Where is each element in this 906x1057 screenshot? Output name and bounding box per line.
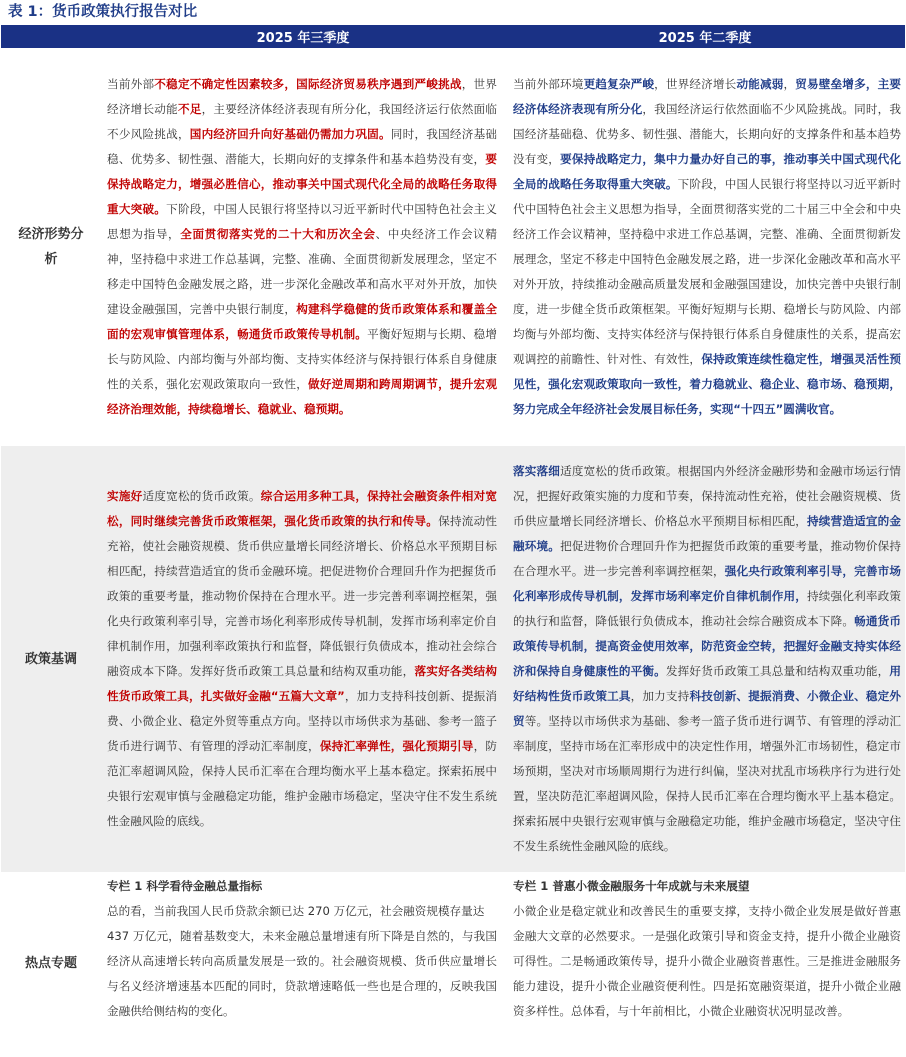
comparison-table	[1, 25, 905, 1055]
highlight-segment: 国内经济回升向好基础仍需加力巩固。	[189, 127, 391, 141]
text-segment: ，加力支持科技创新、提振消费、小微企业、稳定外贸等重点方向。坚持以市场供求为基础、参考一篮子货币进行调节、有管理的浮动汇率制度，	[107, 689, 497, 753]
highlight-segment: 强化央行政策利率引导，完善市场化利率形成传导机制，发挥市场利率定价自律机制作用，	[513, 564, 901, 603]
text-segment: 下阶段，中国人民银行将坚持以习近平新时代中国特色社会主义思想为指导，	[107, 202, 497, 241]
text-segment: ，我国经济运行依然面临不少风险挑战。同时，我国经济基础稳、优势多、韧性强、潜能大，长期向好的支撑条件和基本趋势没有变，	[513, 102, 901, 166]
table-row-economy	[1, 48, 905, 446]
text-segment: 当前外部	[107, 77, 155, 91]
text-segment: 发挥好货币政策工具总量和结构双重功能，	[665, 664, 890, 678]
highlight-segment: 做好逆周期和跨周期调节，提升宏观经济治理效能，持续稳增长、稳就业、稳预期。	[107, 377, 497, 416]
highlight-segment: 科技创新、提振消费、小微企业、稳定外贸	[513, 689, 901, 728]
text-segment: 当前外部环境	[513, 77, 584, 91]
text-segment: ，	[783, 77, 796, 91]
text-segment: 、中央经济工作会议精神，坚持稳中求进工作总基调，完整、准确、全面贯彻新发展理念，坚定不移走中国特色金融发展之路，进一步深化金融改革和高水平对外开放，加快建设金融强国，完善中央银行制度，	[107, 227, 497, 316]
highlight-segment: 落实落细	[513, 464, 561, 478]
highlight-segment: 贸易壁垒增多，主要经济体经济表现有所分化	[513, 77, 901, 116]
text-segment: 保持流动性充裕，使社会融资规模、货币供应量增长同经济增长、价格总水平预期目标相匹配，持续营造适宜的货币金融环境。把促进物价合理回升作为把握货币政策的重要考量，推动物价保持在合理水平。进一步完善利率调控框架，强化央行政策利率引导，完善市场化利率形成传导机制，发挥市场利率定价自律机制作用，加强利率政策执行和监督，降低银行负债成本，推动社会综合融资成本下降。发挥好货币政策工具总量和结构双重功能，	[107, 514, 497, 678]
highlight-segment: 保持政策连续性稳定性，增强灵活性预见性，强化宏观政策取向一致性，着力稳就业、稳企业、稳市场、稳预期，努力完成全年经济社会发展目标任务，实现“十四五”圆满收官。	[513, 352, 901, 416]
text-segment: ，防范汇率超调风险，保持人民币汇率在合理均衡水平上基本稳定。探索拓展中央银行宏观审慎与金融稳定功能，维护金融市场稳定，坚决守住不发生系统性金融风险的底线。	[107, 739, 497, 828]
row-label	[1, 872, 101, 1055]
text-segment: 适度宽松的货币政策。	[142, 489, 261, 503]
highlight-segment: 畅通货币政策传导机制，提高资金使用效率，防范资金空转，把握好金融支持实体经济和保持自身健康性的平衡。	[513, 614, 901, 678]
highlight-segment: 动能减弱	[736, 77, 784, 91]
highlight-segment: 保持汇率弹性，强化预期引导	[319, 739, 474, 753]
highlight-segment: 要保持战略定力，集中力量办好自己的事，推动事关中国式现代化全局的战略任务取得重大突破。	[513, 152, 901, 191]
cell-q3	[101, 446, 505, 872]
table-row-topics	[1, 872, 905, 1055]
text-segment: ，世界经济增长	[654, 77, 737, 91]
table-row-policy	[1, 446, 905, 872]
table-header-row	[1, 25, 905, 48]
text-segment: 下阶段，中国人民银行将坚持以习近平新时代中国特色社会主义思想为指导，全面贯彻落实党的二十届三中全会和中央经济工作会议精神，坚持稳中求进工作总基调，完整、准确、全面贯彻新发展理念，坚定不移走中国特色金融发展之路，进一步深化金融改革和高水平对外开放，持续推动金融高质量发展和金融强国建设，加快完善中央银行制度，进一步健全货币政策框架。平衡好短期与长期、稳增长与防风险、内部均衡与外部均衡、支持实体经济与保持银行体系自身健康性的关系，提高宏观调控的前瞻性、针对性、有效性，	[513, 177, 901, 366]
cell-text	[101, 72, 505, 422]
text-segment: ，主要经济体经济表现有所分化，我国经济运行依然面临不少风险挑战，	[107, 102, 497, 141]
highlight-segment: 构建科学稳健的货币政策体系和覆盖全面的宏观审慎管理体系，畅通货币政策传导机制。	[107, 302, 497, 341]
row-label-text: 经济形势分析	[18, 227, 84, 267]
text-segment: 平衡好短期与长期、稳增长与防风险、内部均衡与外部均衡、支持实体经济与保持银行体系自身健康性的关系，强化宏观政策取向一致性，	[107, 327, 497, 391]
row-label	[1, 446, 101, 872]
row-label-text: 政策基调	[24, 651, 77, 667]
highlight-segment: 不足	[177, 102, 202, 116]
cell-text	[505, 459, 905, 859]
box-title: 专栏 1 科学看待金融总量指标	[107, 879, 263, 893]
cell-q2	[505, 446, 905, 872]
text-segment: 持续强化利率政策的执行和监督，降低银行负债成本，推动社会综合融资成本下降。	[513, 589, 901, 628]
box-title: 专栏 1 普惠小微金融服务十年成就与未来展望	[513, 879, 750, 893]
highlight-segment: 全面贯彻落实党的二十大和历次全会	[180, 227, 376, 241]
text-segment: 等。坚持以市场供求为基础、参考一篮子货币进行调节、有管理的浮动汇率制度，坚持市场在汇率形成中的决定性作用，增强外汇市场韧性，稳定市场预期，坚决对市场顺周期行为进行纠偏，坚决对扰乱市场秩序行为进行处置，坚决防范汇率超调风险，保持人民币汇率在合理均衡水平上基本稳定。探索拓展中央银行宏观审慎与金融稳定功能，维护金融市场稳定，坚决守住不发生系统性金融风险的底线。	[513, 714, 901, 853]
text-segment: ，加力支持	[630, 689, 690, 703]
table-title: 表 1：货币政策执行报告对比	[8, 4, 198, 20]
header-col-left: 2025 年三季度	[101, 25, 505, 48]
highlight-segment: 不稳定不确定性因素较多，国际经济贸易秩序遇到严峻挑战	[154, 77, 462, 91]
cell-text	[101, 484, 505, 834]
row-label-text: 热点专题	[24, 956, 77, 971]
text-segment: 适度宽松的货币政策。根据国内外经济金融形势和金融市场运行情况，把握好政策实施的力度和节奏，保持流动性充裕，使社会融资规模、货币供应量增长同经济增长、价格总水平预期目标相匹配，	[513, 464, 901, 528]
box-line: 总的看，当前我国人民币贷款余额已达 270 万亿元，社会融资规模存量达	[107, 904, 485, 918]
text-segment: ，世界经济增长动能	[107, 77, 497, 116]
cell-q2	[505, 872, 905, 1055]
highlight-segment: 持续营造适宜的金融环境。	[513, 514, 901, 553]
cell-q2	[505, 48, 905, 446]
text-segment: 把促进物价合理回升作为把握货币政策的重要考量，推动物价保持在合理水平。进一步完善利率调控框架，	[513, 539, 901, 578]
header-blank	[1, 25, 101, 48]
cell-q3	[101, 872, 505, 1055]
highlight-segment: 要保持战略定力，增强必胜信心，推动事关中国式现代化全局的战略任务取得重大突破。	[107, 152, 497, 216]
text-segment: 同时，我国经济基础稳、优势多、韧性强、潜能大，长期向好的支撑条件和基本趋势没有变，	[107, 127, 497, 166]
highlight-segment: 落实好各类结构性货币政策工具，扎实做好金融“五篇大文章”	[107, 664, 497, 703]
box-line: 小微企业是稳定就业和改善民生的重要支撑，支持小微企业发展是做好普惠金融大文章的必然要求。一是强化政策引导和资金支持，提升小微企业融资可得性。二是畅通政策传导，提升小微企业融资普惠性。三是推进金融服务能力建设，提升小微企业融资便利性。四是拓宽融资渠道，提升小微企业融资多样性。总体看，与十年前相比，小微企业融资状况明显改善。	[513, 904, 901, 1018]
highlight-segment: 用好结构性货币政策工具	[513, 664, 901, 703]
cell-text	[505, 72, 905, 422]
highlight-segment: 实施好	[107, 489, 143, 503]
cell-q3	[101, 48, 505, 446]
header-col-right: 2025 年二季度	[505, 25, 905, 48]
highlight-segment: 综合运用多种工具，保持社会融资条件相对宽松，同时继续完善货币政策框架，强化货币政策的执行和传导。	[107, 489, 497, 528]
row-label	[1, 48, 101, 446]
highlight-segment: 更趋复杂严峻	[583, 77, 655, 91]
box-line: 437 万亿元，随着基数变大，未来金融总量增速有所下降是自然的，与我国经济从高速增长转向高质量发展是一致的。社会融资规模、货币供应量增长与名义经济增速基本匹配的同时，贷款增速略低一些也是合理的，反映我国金融供给侧结构的变化。	[107, 929, 497, 1018]
